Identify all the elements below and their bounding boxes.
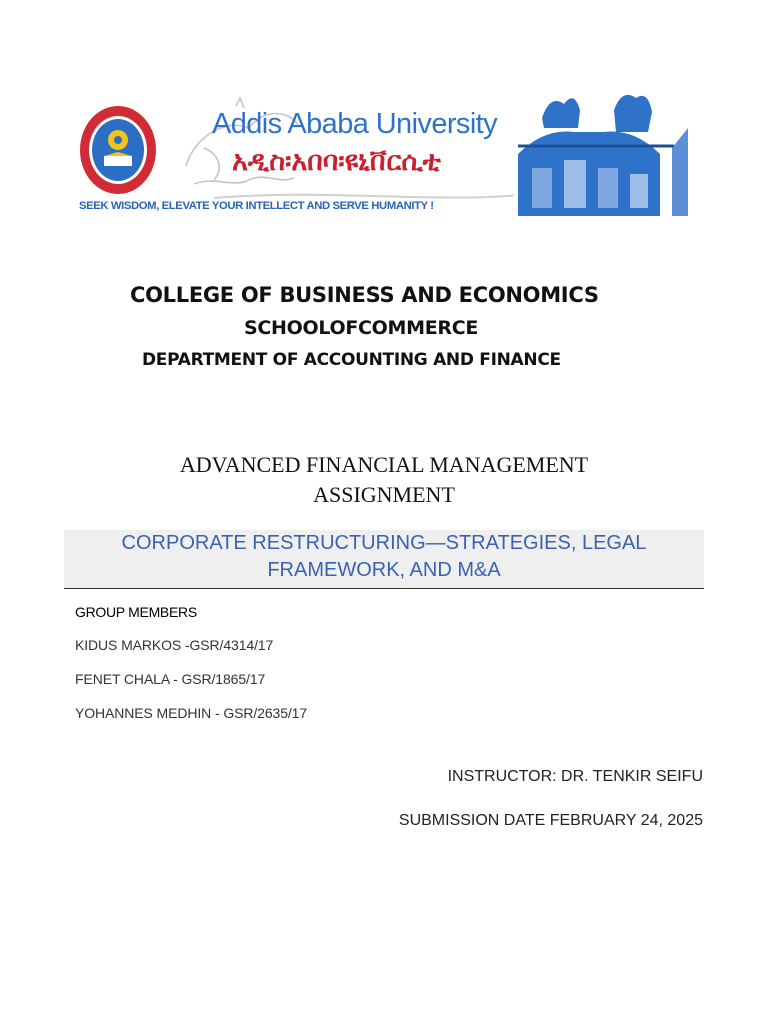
university-seal-icon xyxy=(78,104,158,196)
group-member: YOHANNES MEDHIN - GSR/2635/17 xyxy=(75,705,308,721)
course-title-line-2: ASSIGNMENT xyxy=(313,482,455,507)
department-heading: DEPARTMENT OF ACCOUNTING AND FINANCE xyxy=(142,350,561,370)
submission-date-line: SUBMISSION DATE FEBRUARY 24, 2025 xyxy=(398,812,703,829)
building-icon xyxy=(514,95,690,216)
group-member: KIDUS MARKOS -GSR/4314/17 xyxy=(75,637,274,653)
group-member: FENET CHALA - GSR/1865/17 xyxy=(75,671,266,687)
university-name-amharic: አዲስ፡አበባ፡ዩኒቨርሲቲ xyxy=(232,146,441,177)
instructor-line: INSTRUCTOR: DR. TENKIR SEIFU xyxy=(447,768,703,785)
course-title-line-1: ADVANCED FINANCIAL MANAGEMENT xyxy=(179,452,589,477)
university-motto: SEEK WISDOM, ELEVATE YOUR INTELLECT AND SERVE HUMANITY ! xyxy=(79,200,434,212)
group-members-title: GROUP MEMBERS xyxy=(75,604,197,620)
college-heading: COLLEGE OF BUSINESS AND ECONOMICS xyxy=(130,283,599,307)
school-heading: SCHOOLOFCOMMERCE xyxy=(244,317,479,339)
flourish-icon xyxy=(214,192,544,198)
university-name: Addis Ababa University xyxy=(212,108,498,140)
topic-title-line-1: CORPORATE RESTRUCTURING—STRATEGIES, LEGAL xyxy=(121,532,647,554)
topic-title-line-2: FRAMEWORK, AND M&A xyxy=(267,559,501,581)
